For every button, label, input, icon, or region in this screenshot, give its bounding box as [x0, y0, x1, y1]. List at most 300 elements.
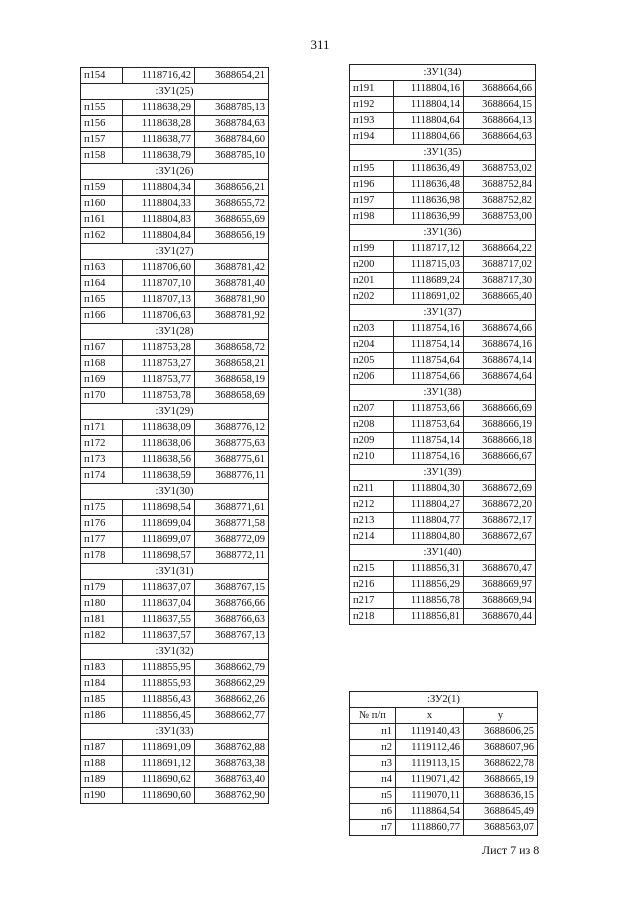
point-id: п174 — [81, 468, 123, 484]
x-coordinate: 1119071,42 — [396, 772, 464, 788]
x-coordinate: 1118754,64 — [394, 353, 464, 369]
y-coordinate: 3688775,61 — [195, 452, 269, 468]
column-header-x: x — [396, 708, 464, 724]
table-row — [350, 321, 536, 337]
y-coordinate: 3688655,72 — [195, 196, 269, 212]
table-row — [81, 260, 269, 276]
x-coordinate: 1118706,63 — [123, 308, 195, 324]
point-id: п203 — [350, 321, 394, 337]
point-id: п1 — [350, 724, 396, 740]
table-row — [81, 228, 269, 244]
table-row — [350, 593, 536, 609]
x-coordinate: 1118804,64 — [394, 113, 464, 129]
point-id: п208 — [350, 417, 394, 433]
section-label: :ЗУ1(31) — [81, 564, 269, 580]
y-coordinate: 3688656,19 — [195, 228, 269, 244]
table-row — [81, 468, 269, 484]
x-coordinate: 1118690,62 — [123, 772, 195, 788]
y-coordinate: 3688762,90 — [195, 788, 269, 804]
section-label: :ЗУ1(33) — [81, 724, 269, 740]
point-id: п6 — [350, 804, 396, 820]
coordinates-table-right-body — [350, 65, 536, 625]
x-coordinate: 1118717,12 — [394, 241, 464, 257]
point-id: п154 — [81, 68, 123, 84]
section-row — [350, 145, 536, 161]
y-coordinate: 3688763,38 — [195, 756, 269, 772]
section-label: :ЗУ1(32) — [81, 644, 269, 660]
x-coordinate: 1118754,66 — [394, 369, 464, 385]
section-row — [350, 225, 536, 241]
x-coordinate: 1118691,12 — [123, 756, 195, 772]
section-row — [81, 644, 269, 660]
table-row — [350, 609, 536, 625]
section-row — [350, 385, 536, 401]
point-id: п202 — [350, 289, 394, 305]
x-coordinate: 1118753,28 — [123, 340, 195, 356]
table-row — [81, 308, 269, 324]
table-row — [350, 513, 536, 529]
table-row — [81, 612, 269, 628]
point-id: п3 — [350, 756, 396, 772]
y-coordinate: 3688664,22 — [464, 241, 536, 257]
y-coordinate: 3688762,88 — [195, 740, 269, 756]
x-coordinate: 1118753,78 — [123, 388, 195, 404]
x-coordinate: 1118804,80 — [394, 529, 464, 545]
y-coordinate: 3688775,63 — [195, 436, 269, 452]
y-coordinate: 3688674,16 — [464, 337, 536, 353]
y-coordinate: 3688664,13 — [464, 113, 536, 129]
table-row — [81, 372, 269, 388]
point-id: п199 — [350, 241, 394, 257]
x-coordinate: 1118864,54 — [396, 804, 464, 820]
section-row — [350, 465, 536, 481]
table-row — [350, 257, 536, 273]
y-coordinate: 3688752,84 — [464, 177, 536, 193]
table-row — [81, 548, 269, 564]
point-id: п165 — [81, 292, 123, 308]
section-label: :ЗУ1(34) — [350, 65, 536, 81]
y-coordinate: 3688664,63 — [464, 129, 536, 145]
point-id: п157 — [81, 132, 123, 148]
x-coordinate: 1118690,60 — [123, 788, 195, 804]
x-coordinate: 1118698,57 — [123, 548, 195, 564]
point-id: п189 — [81, 772, 123, 788]
point-id: п159 — [81, 180, 123, 196]
table-row — [81, 740, 269, 756]
point-id: п197 — [350, 193, 394, 209]
table-row — [350, 724, 538, 740]
section-row — [81, 404, 269, 420]
y-coordinate: 3688662,29 — [195, 676, 269, 692]
table-row — [350, 577, 536, 593]
column-header-number: № п/п — [350, 708, 396, 724]
y-coordinate: 3688665,40 — [464, 289, 536, 305]
point-id: п155 — [81, 100, 123, 116]
table-row — [81, 276, 269, 292]
x-coordinate: 1118636,98 — [394, 193, 464, 209]
y-coordinate: 3688672,69 — [464, 481, 536, 497]
point-id: п207 — [350, 401, 394, 417]
table-row — [81, 180, 269, 196]
y-coordinate: 3688674,14 — [464, 353, 536, 369]
point-id: п172 — [81, 436, 123, 452]
x-coordinate: 1118856,45 — [123, 708, 195, 724]
point-id: п175 — [81, 500, 123, 516]
point-id: п187 — [81, 740, 123, 756]
x-coordinate: 1118855,93 — [123, 676, 195, 692]
table-row — [350, 401, 536, 417]
coordinates-table-left-body — [81, 68, 269, 804]
point-id: п162 — [81, 228, 123, 244]
x-coordinate: 1118638,79 — [123, 148, 195, 164]
y-coordinate: 3688672,17 — [464, 513, 536, 529]
table-row — [350, 529, 536, 545]
table-row — [81, 628, 269, 644]
y-coordinate: 3688781,90 — [195, 292, 269, 308]
table-row — [81, 532, 269, 548]
y-coordinate: 3688669,94 — [464, 593, 536, 609]
point-id: п217 — [350, 593, 394, 609]
y-coordinate: 3688664,15 — [464, 97, 536, 113]
header-row — [350, 708, 538, 724]
point-id: п4 — [350, 772, 396, 788]
x-coordinate: 1118637,57 — [123, 628, 195, 644]
point-id: п180 — [81, 596, 123, 612]
section-label: :ЗУ1(25) — [81, 84, 269, 100]
x-coordinate: 1119140,43 — [396, 724, 464, 740]
x-coordinate: 1118638,29 — [123, 100, 195, 116]
point-id: п163 — [81, 260, 123, 276]
table-row — [350, 449, 536, 465]
y-coordinate: 3688662,26 — [195, 692, 269, 708]
x-coordinate: 1118804,30 — [394, 481, 464, 497]
y-coordinate: 3688666,18 — [464, 433, 536, 449]
x-coordinate: 1118804,83 — [123, 212, 195, 228]
x-coordinate: 1118706,60 — [123, 260, 195, 276]
point-id: п177 — [81, 532, 123, 548]
point-id: п209 — [350, 433, 394, 449]
point-id: п198 — [350, 209, 394, 225]
table-row — [81, 116, 269, 132]
point-id: п167 — [81, 340, 123, 356]
point-id: п169 — [81, 372, 123, 388]
table-row — [350, 788, 538, 804]
y-coordinate: 3688670,47 — [464, 561, 536, 577]
y-coordinate: 3688776,11 — [195, 468, 269, 484]
table-row — [350, 353, 536, 369]
coordinates-table-left — [80, 67, 269, 804]
point-id: п185 — [81, 692, 123, 708]
table-row — [81, 756, 269, 772]
y-coordinate: 3688662,79 — [195, 660, 269, 676]
x-coordinate: 1118637,55 — [123, 612, 195, 628]
x-coordinate: 1118753,77 — [123, 372, 195, 388]
y-coordinate: 3688622,78 — [464, 756, 538, 772]
table-row — [350, 337, 536, 353]
table-row — [350, 772, 538, 788]
y-coordinate: 3688672,20 — [464, 497, 536, 513]
x-coordinate: 1118691,02 — [394, 289, 464, 305]
x-coordinate: 1118638,56 — [123, 452, 195, 468]
point-id: п182 — [81, 628, 123, 644]
section-row — [81, 564, 269, 580]
point-id: п213 — [350, 513, 394, 529]
section-row — [350, 545, 536, 561]
table-row — [81, 708, 269, 724]
table-row — [350, 804, 538, 820]
y-coordinate: 3688563,07 — [464, 820, 538, 836]
y-coordinate: 3688658,69 — [195, 388, 269, 404]
point-id: п192 — [350, 97, 394, 113]
y-coordinate: 3688666,69 — [464, 401, 536, 417]
column-header-y: y — [464, 708, 538, 724]
x-coordinate: 1118699,07 — [123, 532, 195, 548]
section-row — [350, 65, 536, 81]
y-coordinate: 3688674,64 — [464, 369, 536, 385]
x-coordinate: 1118856,81 — [394, 609, 464, 625]
y-coordinate: 3688781,92 — [195, 308, 269, 324]
y-coordinate: 3688674,66 — [464, 321, 536, 337]
x-coordinate: 1118804,14 — [394, 97, 464, 113]
y-coordinate: 3688606,25 — [464, 724, 538, 740]
point-id: п5 — [350, 788, 396, 804]
table-row — [81, 132, 269, 148]
table-row — [350, 161, 536, 177]
section-row — [350, 305, 536, 321]
point-id: п194 — [350, 129, 394, 145]
table-row — [81, 500, 269, 516]
y-coordinate: 3688766,63 — [195, 612, 269, 628]
section-label: :ЗУ1(40) — [350, 545, 536, 561]
point-id: п215 — [350, 561, 394, 577]
y-coordinate: 3688753,02 — [464, 161, 536, 177]
y-coordinate: 3688636,15 — [464, 788, 538, 804]
point-id: п211 — [350, 481, 394, 497]
x-coordinate: 1118636,99 — [394, 209, 464, 225]
point-id: п164 — [81, 276, 123, 292]
x-coordinate: 1118707,10 — [123, 276, 195, 292]
table-row — [350, 433, 536, 449]
point-id: п191 — [350, 81, 394, 97]
table-row — [81, 68, 269, 84]
y-coordinate: 3688784,63 — [195, 116, 269, 132]
table-row — [81, 356, 269, 372]
point-id: п178 — [81, 548, 123, 564]
point-id: п7 — [350, 820, 396, 836]
point-id: п210 — [350, 449, 394, 465]
y-coordinate: 3688669,97 — [464, 577, 536, 593]
table-row — [350, 481, 536, 497]
point-id: п196 — [350, 177, 394, 193]
y-coordinate: 3688771,61 — [195, 500, 269, 516]
y-coordinate: 3688767,13 — [195, 628, 269, 644]
x-coordinate: 1118856,29 — [394, 577, 464, 593]
section-label: :ЗУ1(38) — [350, 385, 536, 401]
y-coordinate: 3688666,19 — [464, 417, 536, 433]
table-row — [81, 788, 269, 804]
y-coordinate: 3688717,30 — [464, 273, 536, 289]
x-coordinate: 1118856,78 — [394, 593, 464, 609]
point-id: п179 — [81, 580, 123, 596]
x-coordinate: 1118754,14 — [394, 433, 464, 449]
y-coordinate: 3688656,21 — [195, 180, 269, 196]
point-id: п158 — [81, 148, 123, 164]
y-coordinate: 3688766,66 — [195, 596, 269, 612]
point-id: п156 — [81, 116, 123, 132]
section-row — [81, 484, 269, 500]
table-row — [350, 193, 536, 209]
y-coordinate: 3688717,02 — [464, 257, 536, 273]
table-row — [350, 740, 538, 756]
point-id: п183 — [81, 660, 123, 676]
y-coordinate: 3688645,49 — [464, 804, 538, 820]
x-coordinate: 1118637,04 — [123, 596, 195, 612]
y-coordinate: 3688658,19 — [195, 372, 269, 388]
section-label: :ЗУ1(35) — [350, 145, 536, 161]
point-id: п201 — [350, 273, 394, 289]
point-id: п176 — [81, 516, 123, 532]
x-coordinate: 1118754,14 — [394, 337, 464, 353]
table-row — [81, 148, 269, 164]
x-coordinate: 1118804,27 — [394, 497, 464, 513]
y-coordinate: 3688655,69 — [195, 212, 269, 228]
y-coordinate: 3688662,77 — [195, 708, 269, 724]
x-coordinate: 1118638,77 — [123, 132, 195, 148]
y-coordinate: 3688664,66 — [464, 81, 536, 97]
table-row — [350, 97, 536, 113]
y-coordinate: 3688767,15 — [195, 580, 269, 596]
point-id: п166 — [81, 308, 123, 324]
x-coordinate: 1118715,03 — [394, 257, 464, 273]
x-coordinate: 1118860,77 — [396, 820, 464, 836]
section-row — [350, 692, 538, 708]
table-row — [81, 212, 269, 228]
section-row — [81, 84, 269, 100]
point-id: п188 — [81, 756, 123, 772]
section-label: :ЗУ1(28) — [81, 324, 269, 340]
point-id: п160 — [81, 196, 123, 212]
x-coordinate: 1118804,77 — [394, 513, 464, 529]
section-label: :ЗУ1(30) — [81, 484, 269, 500]
table-row — [350, 81, 536, 97]
point-id: п170 — [81, 388, 123, 404]
x-coordinate: 1118691,09 — [123, 740, 195, 756]
table-row — [81, 340, 269, 356]
x-coordinate: 1118804,66 — [394, 129, 464, 145]
table-row — [81, 420, 269, 436]
table-row — [81, 692, 269, 708]
page-number: 311 — [310, 37, 330, 52]
x-coordinate: 1118698,54 — [123, 500, 195, 516]
table-row — [350, 369, 536, 385]
table-row — [81, 100, 269, 116]
x-coordinate: 1118707,13 — [123, 292, 195, 308]
x-coordinate: 1118856,43 — [123, 692, 195, 708]
x-coordinate: 1118716,42 — [123, 68, 195, 84]
point-id: п214 — [350, 529, 394, 545]
table-row — [350, 417, 536, 433]
point-id: п161 — [81, 212, 123, 228]
section-label: :ЗУ2(1) — [350, 692, 538, 708]
y-coordinate: 3688771,58 — [195, 516, 269, 532]
point-id: п204 — [350, 337, 394, 353]
x-coordinate: 1118638,06 — [123, 436, 195, 452]
table-row — [350, 820, 538, 836]
y-coordinate: 3688781,40 — [195, 276, 269, 292]
table-row — [350, 113, 536, 129]
table-row — [350, 209, 536, 225]
table-row — [81, 516, 269, 532]
y-coordinate: 3688666,67 — [464, 449, 536, 465]
x-coordinate: 1118753,64 — [394, 417, 464, 433]
x-coordinate: 1118753,27 — [123, 356, 195, 372]
point-id: п184 — [81, 676, 123, 692]
y-coordinate: 3688784,60 — [195, 132, 269, 148]
sheet-footer: Лист 7 из 8 — [482, 843, 540, 857]
x-coordinate: 1119113,15 — [396, 756, 464, 772]
x-coordinate: 1119112,46 — [396, 740, 464, 756]
point-id: п206 — [350, 369, 394, 385]
table-row — [81, 452, 269, 468]
x-coordinate: 1118754,16 — [394, 449, 464, 465]
x-coordinate: 1118638,59 — [123, 468, 195, 484]
point-id: п171 — [81, 420, 123, 436]
point-id: п168 — [81, 356, 123, 372]
x-coordinate: 1118699,04 — [123, 516, 195, 532]
section-row — [81, 724, 269, 740]
point-id: п205 — [350, 353, 394, 369]
table-row — [350, 273, 536, 289]
x-coordinate: 1118804,16 — [394, 81, 464, 97]
section-row — [81, 324, 269, 340]
point-id: п200 — [350, 257, 394, 273]
table-row — [81, 676, 269, 692]
y-coordinate: 3688672,67 — [464, 529, 536, 545]
table-row — [350, 289, 536, 305]
x-coordinate: 1118638,28 — [123, 116, 195, 132]
x-coordinate: 1118804,33 — [123, 196, 195, 212]
table-row — [81, 580, 269, 596]
x-coordinate: 1118638,09 — [123, 420, 195, 436]
point-id: п193 — [350, 113, 394, 129]
x-coordinate: 1118856,31 — [394, 561, 464, 577]
table-row — [81, 660, 269, 676]
x-coordinate: 1118753,66 — [394, 401, 464, 417]
point-id: п195 — [350, 161, 394, 177]
table-row — [81, 388, 269, 404]
section-row — [81, 244, 269, 260]
y-coordinate: 3688654,21 — [195, 68, 269, 84]
y-coordinate: 3688785,10 — [195, 148, 269, 164]
y-coordinate: 3688670,44 — [464, 609, 536, 625]
table-row — [350, 497, 536, 513]
y-coordinate: 3688763,40 — [195, 772, 269, 788]
section-label: :ЗУ1(37) — [350, 305, 536, 321]
x-coordinate: 1118689,24 — [394, 273, 464, 289]
y-coordinate: 3688752,82 — [464, 193, 536, 209]
y-coordinate: 3688772,09 — [195, 532, 269, 548]
y-coordinate: 3688607,96 — [464, 740, 538, 756]
table-row — [350, 561, 536, 577]
x-coordinate: 1118754,16 — [394, 321, 464, 337]
x-coordinate: 1118636,49 — [394, 161, 464, 177]
section-label: :ЗУ1(26) — [81, 164, 269, 180]
section-label: :ЗУ1(36) — [350, 225, 536, 241]
point-id: п218 — [350, 609, 394, 625]
x-coordinate: 1118636,48 — [394, 177, 464, 193]
point-id: п181 — [81, 612, 123, 628]
table-row — [81, 292, 269, 308]
